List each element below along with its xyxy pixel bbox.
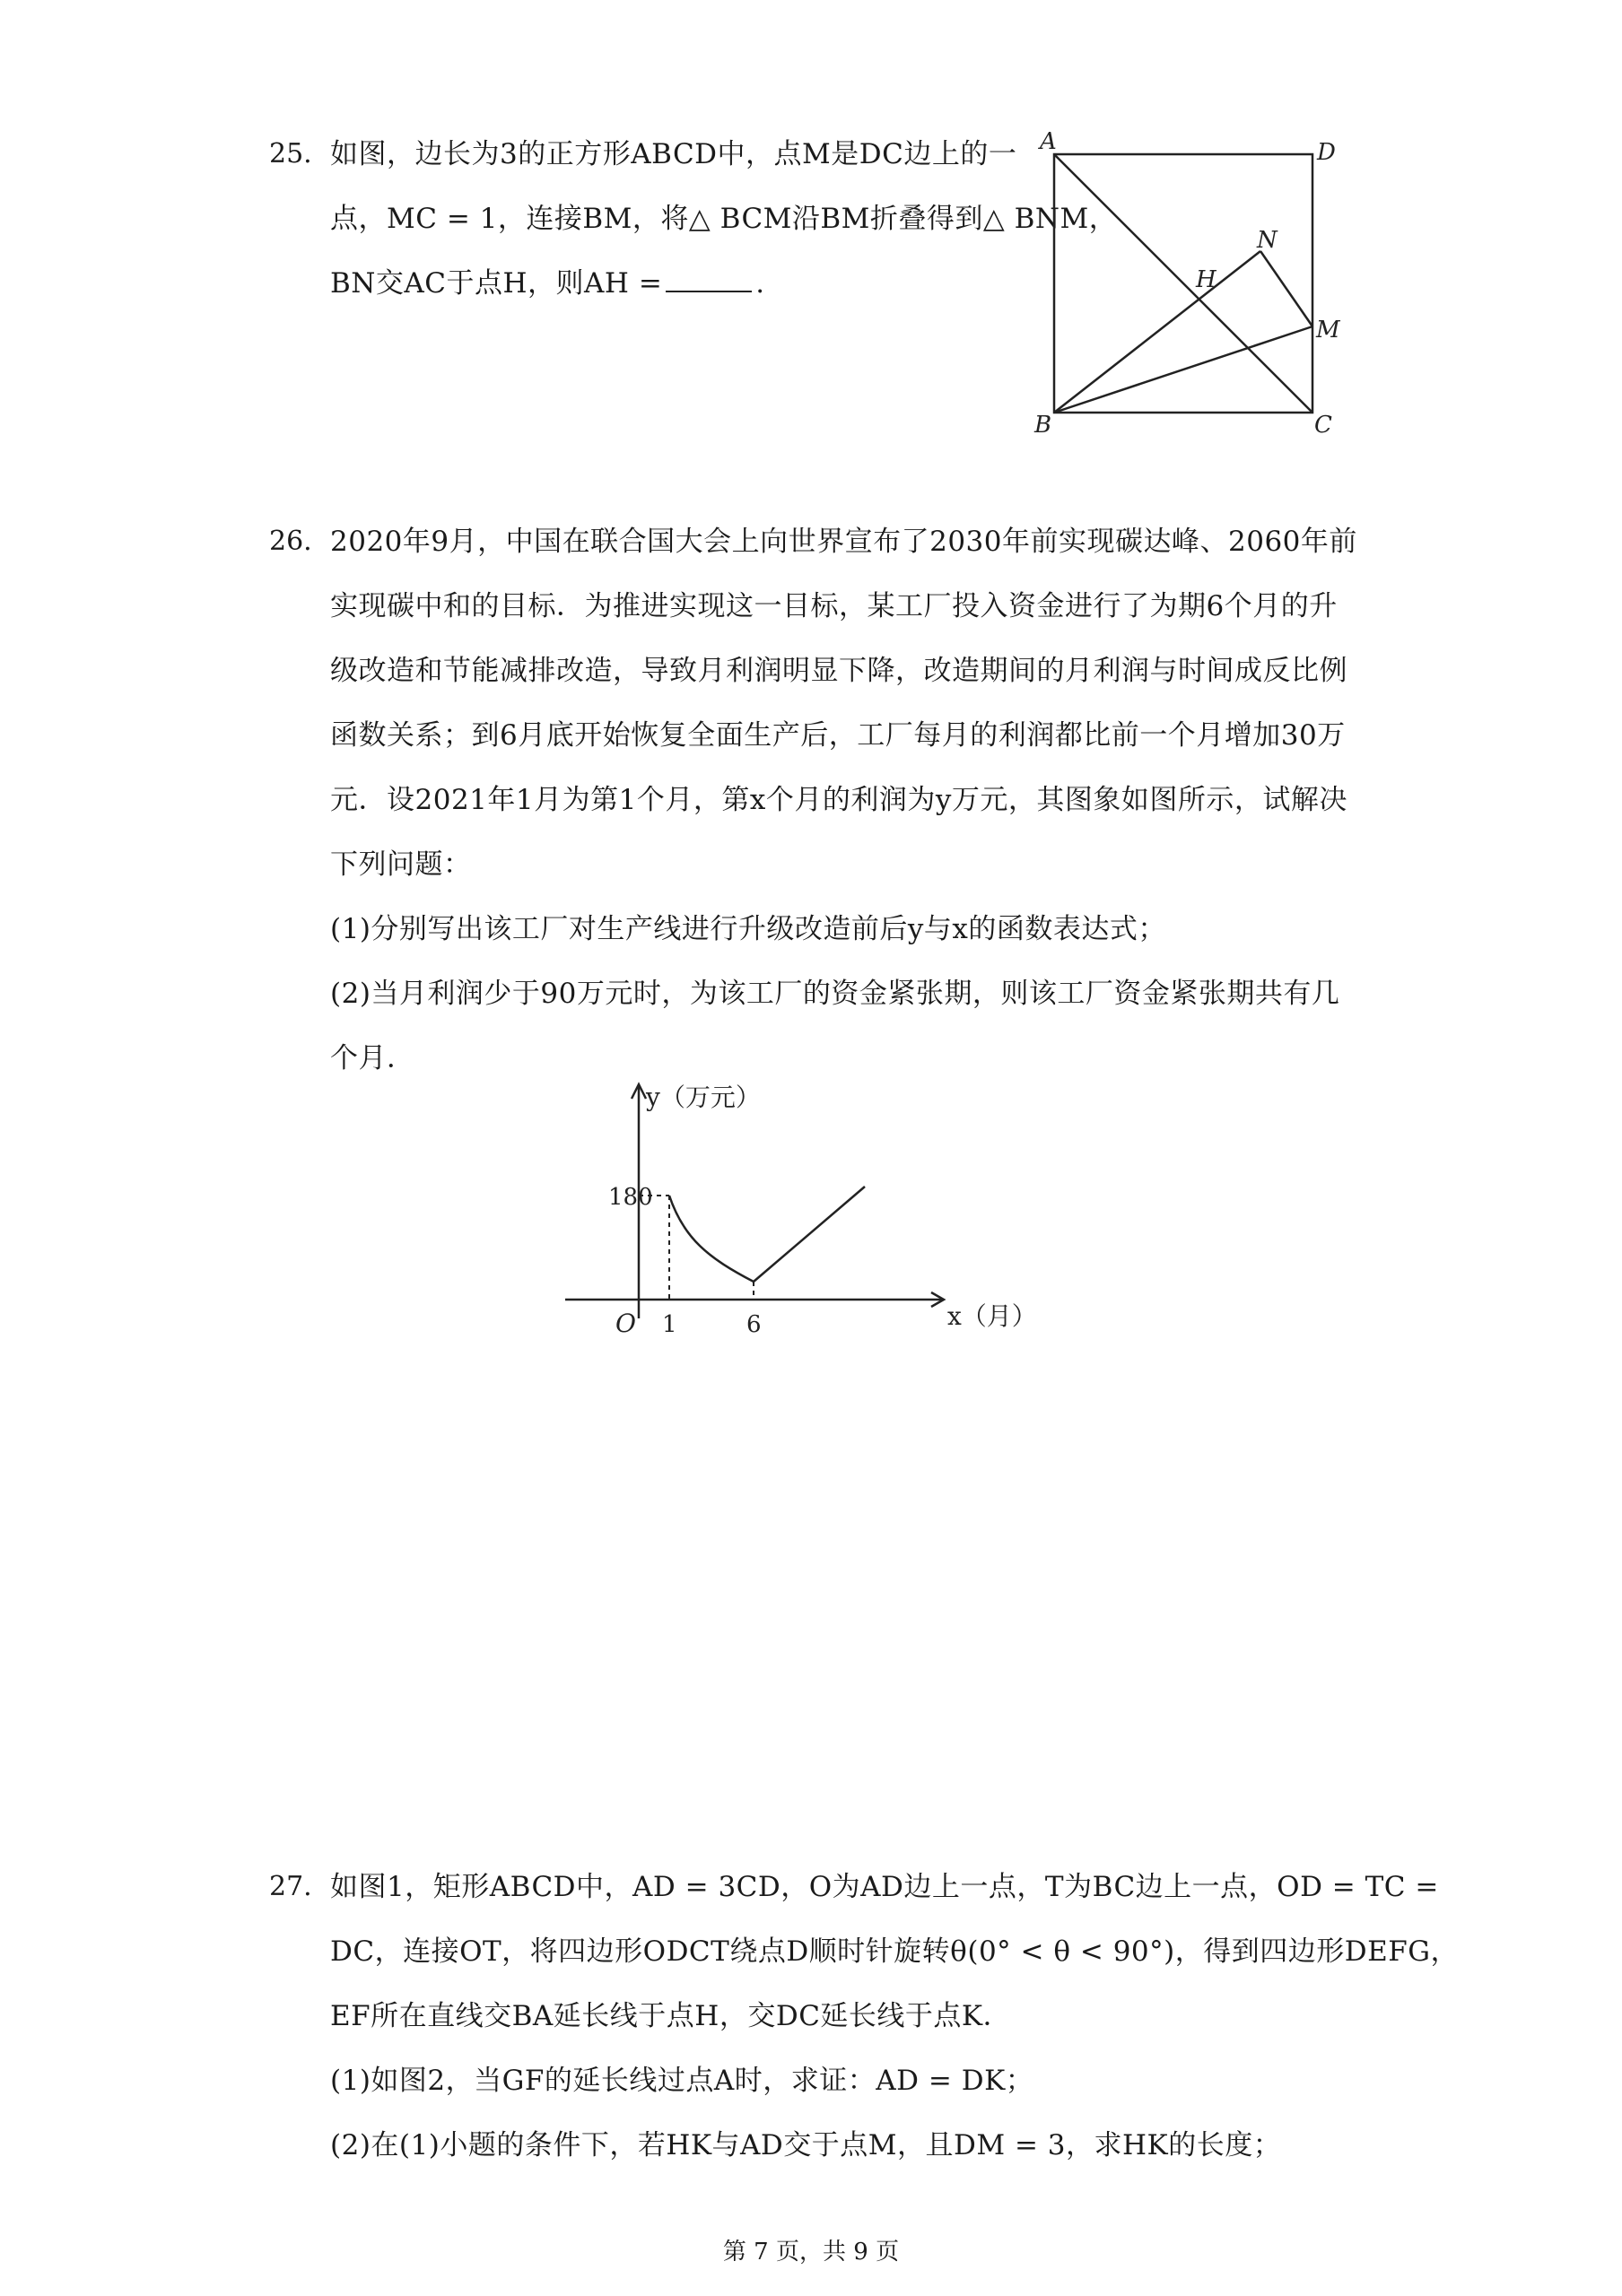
question-26-line-6: 下列问题： [330, 848, 472, 881]
question-27-part-2: (2)在(1)小题的条件下，若HK与AD交于点M，且DM = 3，求HK的长度； [330, 2129, 1282, 2161]
question-27-part-1: (1)如图2，当GF的延长线过点A时，求证：AD = DK； [330, 2065, 1034, 2097]
y-tick-180: 180 [608, 1184, 653, 1211]
y-axis-label: y（万元） [646, 1083, 761, 1112]
label-c: C [1314, 412, 1332, 439]
question-26-line-3: 级改造和节能减排改造，导致月利润明显下降，改造期间的月利润与时间成反比例 [330, 655, 1347, 687]
label-a: A [1040, 128, 1057, 155]
x-tick-1: 1 [662, 1311, 677, 1338]
question-27-line-2: DC，连接OT，将四边形ODCT绕点D顺时针旋转θ(0° < θ < 90°)，得到四边形DEFG， [330, 1935, 1459, 1968]
inverse-curve [669, 1196, 754, 1282]
question-27-number: 27. [269, 1871, 312, 1902]
question-26-line-5: 元．设2021年1月为第1个月，第x个月的利润为y万元，其图象如图所示，试解决 [330, 784, 1347, 816]
question-26-line-2: 实现碳中和的目标．为推进实现这一目标，某工厂投入资金进行了为期6个月的升 [330, 590, 1338, 622]
question-26-line-4: 函数关系；到6月底开始恢复全面生产后，工厂每月的利润都比前一个月增加30万 [330, 719, 1346, 752]
x-axis-label: x（月） [947, 1301, 1037, 1331]
diagonal-ac [1054, 154, 1312, 413]
segment-bm [1054, 326, 1312, 413]
question-26-number: 26. [269, 526, 312, 557]
segment-nm [1260, 251, 1312, 326]
label-m: M [1316, 317, 1340, 344]
segment-bn [1054, 251, 1260, 413]
question-26-line-9: 个月． [330, 1042, 415, 1074]
linear-segment [754, 1187, 865, 1282]
label-n: N [1257, 227, 1278, 254]
question-26-part-1: (1)分别写出该工厂对生产线进行升级改造前后y与x的函数表达式； [330, 913, 1166, 945]
question-25-line-3 [330, 251, 765, 316]
square-figure [1018, 117, 1340, 439]
question-25-line-1: 如图，边长为3的正方形ABCD中，点M是DC边上的一 [330, 138, 1017, 170]
label-d: D [1317, 139, 1336, 166]
question-27-line-1: 如图1，矩形ABCD中，AD = 3CD，O为AD边上一点，T为BC边上一点，OD = TC = [330, 1871, 1439, 1903]
profit-graph [565, 1072, 1068, 1341]
x-tick-6: 6 [746, 1311, 762, 1338]
question-25-line-3-text: BN交AC于点H，则AH = [330, 267, 663, 300]
question-25-line-2: 点，MC = 1，连接BM，将△ BCM沿BM折叠得到△ BNM， [330, 203, 1118, 235]
question-26-part-2: (2)当月利润少于90万元时，为该工厂的资金紧张期，则该工厂资金紧张期共有几 [330, 978, 1340, 1010]
question-26-line-1: 2020年9月，中国在联合国大会上向世界宣布了2030年前实现碳达峰、2060年前 [330, 526, 1357, 558]
question-27-line-3: EF所在直线交BA延长线于点H，交DC延长线于点K． [330, 2000, 1012, 2032]
label-h: H [1196, 266, 1216, 293]
question-25-line-3-end: . [755, 267, 765, 300]
page-footer: 第 7 页，共 9 页 [722, 2239, 900, 2266]
label-b: B [1034, 412, 1052, 439]
question-25-number: 25. [269, 138, 312, 170]
origin-label: O [615, 1309, 636, 1338]
answer-blank [666, 264, 752, 292]
